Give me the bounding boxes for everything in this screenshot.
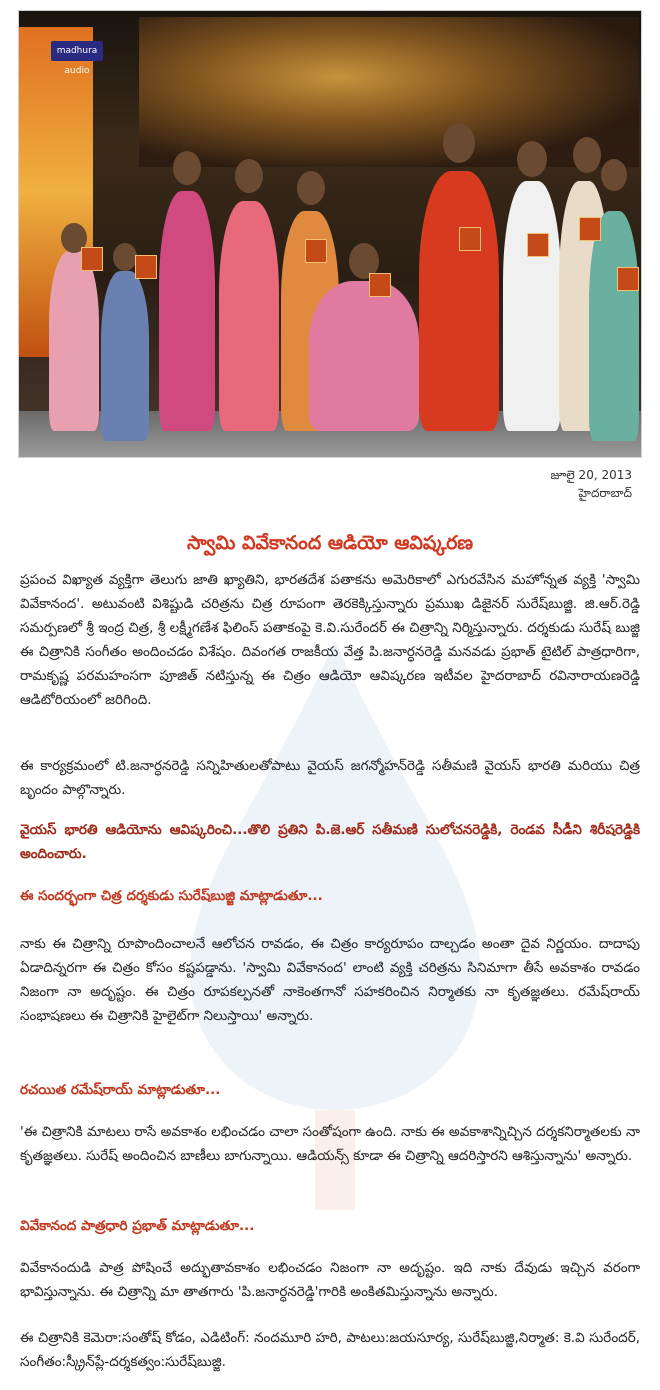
article-paragraph: నాకు ఈ చిత్రాన్ని రూపొందించాలనే ఆలోచన రావడం, ఈ చిత్రం కార్యరూపం దాల్చడం అంతా దైవ నిర్ణయం. దాదాపు ఏడాదిన్నరగా ఈ చిత్రం కోసం కష్టపడ్డాను. 'స్వామి వివేకానంద' లాంటి వ్యక్తి చరిత్రను సినిమాగా తీసే అవకాశం రావడం నిజంగా నా అదృష్టం. ఈ చిత్రం రూపకల్పనతో నాకెంతగానో సహకరించిన నిర్మాతకు నా కృతజ్ఞతలు. రమేష్‌రాయ్ సంభాషణలు ఈ చిత్రానికి హైలైట్‌గా నిలుస్తాయి' అన్నారు. [20,936,640,1024]
article-title: స్వామి వివేకానంద ఆడియో ఆవిష్కరణ [186,532,474,554]
article-subheading: ఈ సందర్భంగా చిత్ర దర్శకుడు సురేష్‌బుజ్జి మాట్లాడుతూ... [20,888,323,904]
article-place: హైదరాబాద్ [578,486,632,500]
event-photo [18,10,642,458]
audio-cd [305,239,327,263]
audio-cd [81,247,103,271]
person-head [443,123,475,163]
stage-screen [139,17,639,167]
article-paragraph: ప్రపంచ విఖ్యాత వ్యక్తిగా తెలుగు జాతి ఖ్యాతిని, భారతదేశ పతాకను అమెరికాలో ఎగురవేసిన మహోన్నత వ్యక్తి 'స్వామి వివేకానంద'. అటువంటి విశిష్టుడి చరిత్రను చిత్ర రూపంగా తెరకెక్కిస్తున్నారు ప్రముఖ డిజైనర్ సురేష్‌బుజ్జి. జి.ఆర్.రెడ్డి సమర్పణలో శ్రీ ఇంద్ర చిత్ర, శ్రీ లక్ష్మీగణేశ ఫిలింస్ పతాకంపై కె.వి.సురేందర్ ఈ చిత్రాన్ని నిర్మిస్తున్నారు. దర్శకుడు సురేష్ బుజ్జి ఈ చిత్రానికి సంగీతం అందించడం విశేషం. దివంగత రాజకీయ వేత్త పి.జనార్ధనరెడ్డి మనవడు ప్రభాత్ టైటిల్ పాత్రధారిగా, రామకృష్ణ పరమహంసగా పూజిత్ నటిస్తున్న ఈ చిత్రం ఆడియో ఆవిష్కరణ ఇటీవల హైదరాబాద్ రవినారాయణరెడ్డి ఆడిటోరియంలో జరిగింది. [20,572,640,708]
article-paragraph: ఈ చిత్రానికి కెమెరా:సంతోష్ కోడం, ఎడిటింగ్: నందమూరి హరి, పాటలు:జయసూర్య, సురేష్‌బుజ్జి,నిర్మాత: కె.వి సురేందర్, సంగీతం:స్క్రీన్‌ప్లే-దర్శకత్వం:సురేష్‌బుజ్జి. [20,1330,640,1370]
article-paragraph: వైయస్ భారతి ఆడియోను ఆవిష్కరించి...తొలి ప్రతిని పి.జె.ఆర్ సతీమణి సులోచనరెడ్డికి, రెండవ సీడీని శిరీషరెడ్డికి అందించారు. [20,822,640,862]
person [309,281,419,431]
person-head [297,171,325,205]
article-subheading: రచయిత రమేష్‌రాయ్ మాట్లాడుతూ... [20,1082,221,1098]
person-head [235,159,263,193]
audio-cd [527,233,549,257]
article-subheading: వివేకానంద పాత్రధారి ప్రభాత్ మాట్లాడుతూ... [20,1218,255,1234]
person [589,211,639,441]
person-head [601,159,627,191]
person [503,181,561,431]
person-head [517,141,547,177]
person [219,201,279,431]
audio-cd [135,255,157,279]
audio-cd [459,227,481,251]
madhura-audio-logo: madhura audio [51,41,103,61]
person [419,171,499,431]
person [49,251,99,431]
person-head [173,151,201,185]
person [101,271,149,441]
person-head [113,243,137,271]
audio-cd [579,217,601,241]
audio-cd [369,273,391,297]
article-date: జూలై 20, 2013 [550,468,632,482]
person [159,191,215,431]
article-paragraph: వివేకానందుడి పాత్ర పోషించే అద్భుతావకాశం లభించడం నిజంగా నా అదృష్టం. ఇది నాకు దేవుడు ఇచ్చిన వరంగా భావిస్తున్నాను. ఈ చిత్రాన్ని మా తాతగారు 'పి.జనార్ధనరెడ్డి'గారికి అంకితమిస్తున్నాను అన్నారు. [20,1260,640,1300]
article-paragraph: ఈ కార్యక్రమంలో టి.జనార్ధనరెడ్డి సన్నిహితులతోపాటు వైయస్ జగన్మోహన్‌రెడ్డి సతీమణి వైయస్ భారతి మరియు చిత్ర బృందం పాల్గొన్నారు. [20,758,640,798]
dateline [550,466,632,502]
audio-cd [617,267,639,291]
article-paragraph: 'ఈ చిత్రానికి మాటలు రాసే అవకాశం లభించడం చాలా సంతోషంగా ఉంది. నాకు ఈ అవకాశాన్నిచ్చిన దర్శకనిర్మాతలకు నా కృతజ్ఞతలు. సురేష్ అందించిన బాణీలు బాగున్నాయి. ఆడియన్స్ కూడా ఈ చిత్రాన్ని ఆదరిస్తారని ఆశిస్తున్నాను' అన్నారు. [20,1124,640,1164]
person-head [573,137,601,173]
